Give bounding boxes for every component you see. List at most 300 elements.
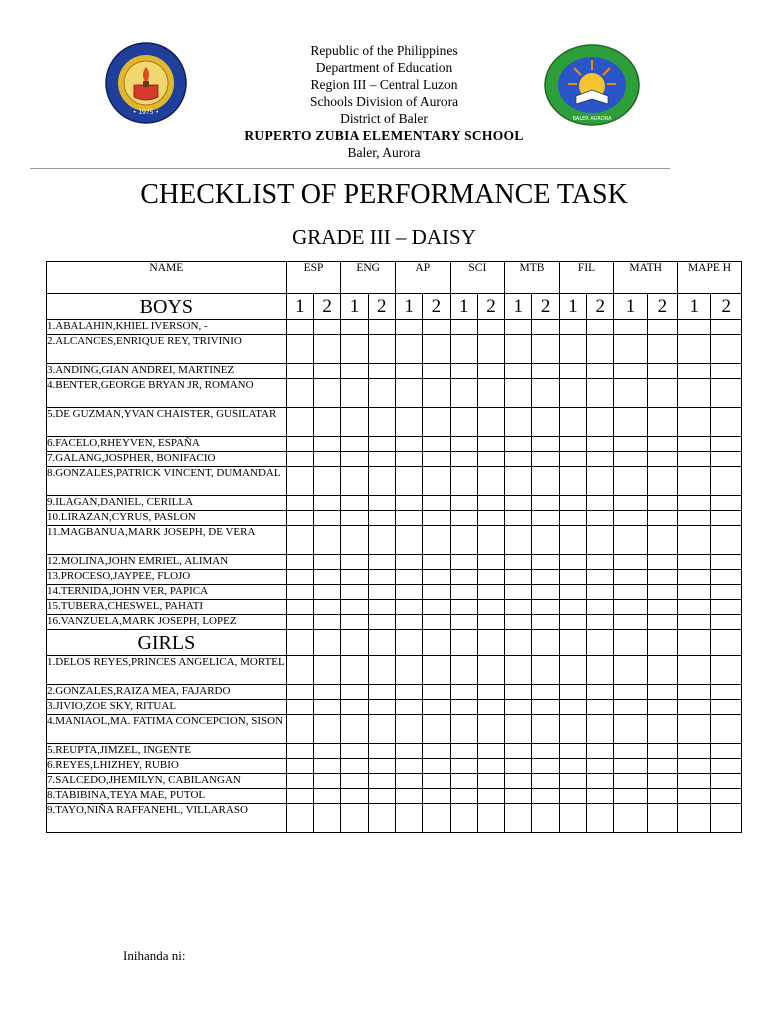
checklist-cell[interactable] [450, 437, 477, 452]
checklist-cell[interactable] [341, 379, 368, 408]
checklist-cell[interactable] [614, 555, 647, 570]
checklist-cell[interactable] [505, 804, 532, 833]
checklist-cell[interactable] [368, 364, 395, 379]
checklist-cell[interactable] [559, 656, 586, 685]
checklist-cell[interactable] [395, 452, 422, 467]
checklist-cell[interactable] [423, 320, 450, 335]
checklist-cell[interactable] [711, 700, 742, 715]
checklist-cell[interactable] [505, 759, 532, 774]
checklist-cell[interactable] [559, 570, 586, 585]
checklist-cell[interactable] [314, 452, 341, 467]
checklist-cell[interactable] [368, 615, 395, 630]
checklist-cell[interactable] [532, 526, 559, 555]
checklist-cell[interactable] [532, 364, 559, 379]
checklist-cell[interactable] [423, 379, 450, 408]
checklist-cell[interactable] [423, 774, 450, 789]
checklist-cell[interactable] [314, 320, 341, 335]
checklist-cell[interactable] [423, 511, 450, 526]
checklist-cell[interactable] [647, 379, 677, 408]
checklist-cell[interactable] [341, 335, 368, 364]
checklist-cell[interactable] [711, 437, 742, 452]
checklist-cell[interactable] [614, 496, 647, 511]
checklist-cell[interactable] [614, 408, 647, 437]
checklist-cell[interactable] [286, 452, 313, 467]
checklist-cell[interactable] [477, 526, 504, 555]
checklist-cell[interactable] [559, 437, 586, 452]
checklist-cell[interactable] [647, 437, 677, 452]
checklist-cell[interactable] [532, 774, 559, 789]
checklist-cell[interactable] [559, 759, 586, 774]
checklist-cell[interactable] [614, 759, 647, 774]
checklist-cell[interactable] [450, 364, 477, 379]
checklist-cell[interactable] [587, 526, 614, 555]
checklist-cell[interactable] [450, 570, 477, 585]
checklist-cell[interactable] [678, 615, 711, 630]
checklist-cell[interactable] [477, 496, 504, 511]
checklist-cell[interactable] [559, 467, 586, 496]
checklist-cell[interactable] [678, 759, 711, 774]
checklist-cell[interactable] [711, 685, 742, 700]
checklist-cell[interactable] [647, 700, 677, 715]
checklist-cell[interactable] [368, 526, 395, 555]
checklist-cell[interactable] [559, 715, 586, 744]
checklist-cell[interactable] [711, 585, 742, 600]
checklist-cell[interactable] [532, 700, 559, 715]
checklist-cell[interactable] [314, 615, 341, 630]
checklist-cell[interactable] [477, 511, 504, 526]
checklist-cell[interactable] [678, 685, 711, 700]
checklist-cell[interactable] [505, 467, 532, 496]
checklist-cell[interactable] [395, 656, 422, 685]
checklist-cell[interactable] [532, 615, 559, 630]
checklist-cell[interactable] [314, 715, 341, 744]
checklist-cell[interactable] [368, 511, 395, 526]
checklist-cell[interactable] [450, 804, 477, 833]
checklist-cell[interactable] [450, 744, 477, 759]
checklist-cell[interactable] [341, 437, 368, 452]
checklist-cell[interactable] [286, 364, 313, 379]
checklist-cell[interactable] [341, 700, 368, 715]
checklist-cell[interactable] [450, 759, 477, 774]
checklist-cell[interactable] [711, 364, 742, 379]
checklist-cell[interactable] [314, 364, 341, 379]
checklist-cell[interactable] [477, 379, 504, 408]
checklist-cell[interactable] [532, 555, 559, 570]
checklist-cell[interactable] [678, 511, 711, 526]
checklist-cell[interactable] [423, 452, 450, 467]
checklist-cell[interactable] [559, 700, 586, 715]
checklist-cell[interactable] [678, 700, 711, 715]
checklist-cell[interactable] [711, 570, 742, 585]
checklist-cell[interactable] [477, 467, 504, 496]
checklist-cell[interactable] [532, 452, 559, 467]
checklist-cell[interactable] [314, 789, 341, 804]
checklist-cell[interactable] [395, 408, 422, 437]
checklist-cell[interactable] [450, 526, 477, 555]
checklist-cell[interactable] [286, 700, 313, 715]
checklist-cell[interactable] [286, 759, 313, 774]
checklist-cell[interactable] [423, 804, 450, 833]
checklist-cell[interactable] [450, 320, 477, 335]
checklist-cell[interactable] [368, 700, 395, 715]
checklist-cell[interactable] [587, 408, 614, 437]
checklist-cell[interactable] [395, 774, 422, 789]
checklist-cell[interactable] [477, 555, 504, 570]
checklist-cell[interactable] [647, 759, 677, 774]
checklist-cell[interactable] [678, 656, 711, 685]
checklist-cell[interactable] [559, 364, 586, 379]
checklist-cell[interactable] [678, 496, 711, 511]
checklist-cell[interactable] [532, 570, 559, 585]
checklist-cell[interactable] [587, 379, 614, 408]
checklist-cell[interactable] [678, 744, 711, 759]
checklist-cell[interactable] [341, 744, 368, 759]
checklist-cell[interactable] [711, 656, 742, 685]
checklist-cell[interactable] [559, 379, 586, 408]
checklist-cell[interactable] [614, 320, 647, 335]
checklist-cell[interactable] [587, 585, 614, 600]
checklist-cell[interactable] [395, 600, 422, 615]
checklist-cell[interactable] [395, 585, 422, 600]
checklist-cell[interactable] [477, 715, 504, 744]
checklist-cell[interactable] [477, 408, 504, 437]
checklist-cell[interactable] [587, 364, 614, 379]
checklist-cell[interactable] [559, 335, 586, 364]
checklist-cell[interactable] [368, 452, 395, 467]
checklist-cell[interactable] [587, 570, 614, 585]
checklist-cell[interactable] [395, 511, 422, 526]
checklist-cell[interactable] [477, 656, 504, 685]
checklist-cell[interactable] [423, 526, 450, 555]
checklist-cell[interactable] [341, 656, 368, 685]
checklist-cell[interactable] [587, 774, 614, 789]
checklist-cell[interactable] [450, 656, 477, 685]
checklist-cell[interactable] [286, 774, 313, 789]
checklist-cell[interactable] [711, 615, 742, 630]
checklist-cell[interactable] [614, 335, 647, 364]
checklist-cell[interactable] [423, 408, 450, 437]
checklist-cell[interactable] [647, 585, 677, 600]
checklist-cell[interactable] [711, 744, 742, 759]
checklist-cell[interactable] [532, 789, 559, 804]
checklist-cell[interactable] [711, 804, 742, 833]
checklist-cell[interactable] [450, 600, 477, 615]
checklist-cell[interactable] [587, 452, 614, 467]
checklist-cell[interactable] [614, 379, 647, 408]
checklist-cell[interactable] [286, 585, 313, 600]
checklist-cell[interactable] [614, 526, 647, 555]
checklist-cell[interactable] [678, 789, 711, 804]
checklist-cell[interactable] [647, 789, 677, 804]
checklist-cell[interactable] [286, 555, 313, 570]
checklist-cell[interactable] [341, 555, 368, 570]
checklist-cell[interactable] [341, 320, 368, 335]
checklist-cell[interactable] [423, 759, 450, 774]
checklist-cell[interactable] [559, 408, 586, 437]
checklist-cell[interactable] [286, 379, 313, 408]
checklist-cell[interactable] [647, 774, 677, 789]
checklist-cell[interactable] [341, 715, 368, 744]
checklist-cell[interactable] [587, 467, 614, 496]
checklist-cell[interactable] [286, 789, 313, 804]
checklist-cell[interactable] [532, 408, 559, 437]
checklist-cell[interactable] [647, 452, 677, 467]
checklist-cell[interactable] [647, 715, 677, 744]
checklist-cell[interactable] [587, 320, 614, 335]
checklist-cell[interactable] [368, 335, 395, 364]
checklist-cell[interactable] [314, 774, 341, 789]
checklist-cell[interactable] [423, 585, 450, 600]
checklist-cell[interactable] [286, 600, 313, 615]
checklist-cell[interactable] [477, 774, 504, 789]
checklist-cell[interactable] [614, 437, 647, 452]
checklist-cell[interactable] [286, 685, 313, 700]
checklist-cell[interactable] [532, 511, 559, 526]
checklist-cell[interactable] [711, 496, 742, 511]
checklist-cell[interactable] [587, 437, 614, 452]
checklist-cell[interactable] [341, 615, 368, 630]
checklist-cell[interactable] [614, 656, 647, 685]
checklist-cell[interactable] [587, 656, 614, 685]
checklist-cell[interactable] [286, 408, 313, 437]
checklist-cell[interactable] [505, 320, 532, 335]
checklist-cell[interactable] [477, 789, 504, 804]
checklist-cell[interactable] [341, 585, 368, 600]
checklist-cell[interactable] [368, 685, 395, 700]
checklist-cell[interactable] [532, 600, 559, 615]
checklist-cell[interactable] [450, 511, 477, 526]
checklist-cell[interactable] [314, 496, 341, 511]
checklist-cell[interactable] [559, 685, 586, 700]
checklist-cell[interactable] [711, 320, 742, 335]
checklist-cell[interactable] [341, 789, 368, 804]
checklist-cell[interactable] [423, 496, 450, 511]
checklist-cell[interactable] [395, 744, 422, 759]
checklist-cell[interactable] [477, 452, 504, 467]
checklist-cell[interactable] [395, 715, 422, 744]
checklist-cell[interactable] [395, 615, 422, 630]
checklist-cell[interactable] [368, 759, 395, 774]
checklist-cell[interactable] [368, 804, 395, 833]
checklist-cell[interactable] [368, 744, 395, 759]
checklist-cell[interactable] [587, 804, 614, 833]
checklist-cell[interactable] [314, 585, 341, 600]
checklist-cell[interactable] [286, 320, 313, 335]
checklist-cell[interactable] [678, 335, 711, 364]
checklist-cell[interactable] [286, 335, 313, 364]
checklist-cell[interactable] [450, 467, 477, 496]
checklist-cell[interactable] [477, 570, 504, 585]
checklist-cell[interactable] [505, 379, 532, 408]
checklist-cell[interactable] [587, 789, 614, 804]
checklist-cell[interactable] [368, 408, 395, 437]
checklist-cell[interactable] [559, 526, 586, 555]
checklist-cell[interactable] [423, 437, 450, 452]
checklist-cell[interactable] [395, 364, 422, 379]
checklist-cell[interactable] [647, 320, 677, 335]
checklist-cell[interactable] [711, 379, 742, 408]
checklist-cell[interactable] [395, 320, 422, 335]
checklist-cell[interactable] [587, 555, 614, 570]
checklist-cell[interactable] [395, 437, 422, 452]
checklist-cell[interactable] [286, 744, 313, 759]
checklist-cell[interactable] [678, 437, 711, 452]
checklist-cell[interactable] [647, 744, 677, 759]
checklist-cell[interactable] [678, 320, 711, 335]
checklist-cell[interactable] [286, 656, 313, 685]
checklist-cell[interactable] [395, 496, 422, 511]
checklist-cell[interactable] [423, 789, 450, 804]
checklist-cell[interactable] [711, 408, 742, 437]
checklist-cell[interactable] [505, 585, 532, 600]
checklist-cell[interactable] [587, 700, 614, 715]
checklist-cell[interactable] [505, 715, 532, 744]
checklist-cell[interactable] [678, 555, 711, 570]
checklist-cell[interactable] [314, 437, 341, 452]
checklist-cell[interactable] [395, 555, 422, 570]
checklist-cell[interactable] [532, 656, 559, 685]
checklist-cell[interactable] [678, 452, 711, 467]
checklist-cell[interactable] [368, 467, 395, 496]
checklist-cell[interactable] [614, 452, 647, 467]
checklist-cell[interactable] [395, 570, 422, 585]
checklist-cell[interactable] [450, 685, 477, 700]
checklist-cell[interactable] [614, 804, 647, 833]
checklist-cell[interactable] [587, 600, 614, 615]
checklist-cell[interactable] [711, 526, 742, 555]
checklist-cell[interactable] [647, 335, 677, 364]
checklist-cell[interactable] [647, 511, 677, 526]
checklist-cell[interactable] [614, 467, 647, 496]
checklist-cell[interactable] [559, 774, 586, 789]
checklist-cell[interactable] [314, 804, 341, 833]
checklist-cell[interactable] [450, 715, 477, 744]
checklist-cell[interactable] [559, 789, 586, 804]
checklist-cell[interactable] [286, 526, 313, 555]
checklist-cell[interactable] [678, 526, 711, 555]
checklist-cell[interactable] [314, 570, 341, 585]
checklist-cell[interactable] [559, 585, 586, 600]
checklist-cell[interactable] [368, 600, 395, 615]
checklist-cell[interactable] [341, 774, 368, 789]
checklist-cell[interactable] [314, 759, 341, 774]
checklist-cell[interactable] [450, 789, 477, 804]
checklist-cell[interactable] [711, 335, 742, 364]
checklist-cell[interactable] [368, 715, 395, 744]
checklist-cell[interactable] [341, 408, 368, 437]
checklist-cell[interactable] [395, 685, 422, 700]
checklist-cell[interactable] [647, 408, 677, 437]
checklist-cell[interactable] [477, 437, 504, 452]
checklist-cell[interactable] [711, 789, 742, 804]
checklist-cell[interactable] [314, 511, 341, 526]
checklist-cell[interactable] [314, 555, 341, 570]
checklist-cell[interactable] [559, 496, 586, 511]
checklist-cell[interactable] [341, 511, 368, 526]
checklist-cell[interactable] [477, 335, 504, 364]
checklist-cell[interactable] [647, 600, 677, 615]
checklist-cell[interactable] [614, 700, 647, 715]
checklist-cell[interactable] [395, 467, 422, 496]
checklist-cell[interactable] [314, 526, 341, 555]
checklist-cell[interactable] [341, 759, 368, 774]
checklist-cell[interactable] [532, 467, 559, 496]
checklist-cell[interactable] [587, 744, 614, 759]
checklist-cell[interactable] [395, 335, 422, 364]
checklist-cell[interactable] [559, 744, 586, 759]
checklist-cell[interactable] [678, 467, 711, 496]
checklist-cell[interactable] [505, 774, 532, 789]
checklist-cell[interactable] [711, 774, 742, 789]
checklist-cell[interactable] [532, 585, 559, 600]
checklist-cell[interactable] [368, 496, 395, 511]
checklist-cell[interactable] [614, 685, 647, 700]
checklist-cell[interactable] [505, 526, 532, 555]
checklist-cell[interactable] [587, 335, 614, 364]
checklist-cell[interactable] [368, 656, 395, 685]
checklist-cell[interactable] [477, 600, 504, 615]
checklist-cell[interactable] [678, 715, 711, 744]
checklist-cell[interactable] [505, 555, 532, 570]
checklist-cell[interactable] [368, 570, 395, 585]
checklist-cell[interactable] [423, 600, 450, 615]
checklist-cell[interactable] [505, 452, 532, 467]
checklist-cell[interactable] [647, 615, 677, 630]
checklist-cell[interactable] [450, 408, 477, 437]
checklist-cell[interactable] [423, 715, 450, 744]
checklist-cell[interactable] [614, 744, 647, 759]
checklist-cell[interactable] [450, 555, 477, 570]
checklist-cell[interactable] [286, 570, 313, 585]
checklist-cell[interactable] [395, 700, 422, 715]
checklist-cell[interactable] [505, 744, 532, 759]
checklist-cell[interactable] [559, 555, 586, 570]
checklist-cell[interactable] [477, 364, 504, 379]
checklist-cell[interactable] [532, 685, 559, 700]
checklist-cell[interactable] [711, 452, 742, 467]
checklist-cell[interactable] [559, 615, 586, 630]
checklist-cell[interactable] [505, 570, 532, 585]
checklist-cell[interactable] [314, 656, 341, 685]
checklist-cell[interactable] [678, 364, 711, 379]
checklist-cell[interactable] [647, 467, 677, 496]
checklist-cell[interactable] [450, 585, 477, 600]
checklist-cell[interactable] [368, 555, 395, 570]
checklist-cell[interactable] [341, 496, 368, 511]
checklist-cell[interactable] [368, 320, 395, 335]
checklist-cell[interactable] [532, 715, 559, 744]
checklist-cell[interactable] [450, 452, 477, 467]
checklist-cell[interactable] [477, 759, 504, 774]
checklist-cell[interactable] [368, 379, 395, 408]
checklist-cell[interactable] [711, 467, 742, 496]
checklist-cell[interactable] [559, 600, 586, 615]
checklist-cell[interactable] [532, 744, 559, 759]
checklist-cell[interactable] [395, 759, 422, 774]
checklist-cell[interactable] [711, 511, 742, 526]
checklist-cell[interactable] [614, 511, 647, 526]
checklist-cell[interactable] [477, 685, 504, 700]
checklist-cell[interactable] [450, 496, 477, 511]
checklist-cell[interactable] [647, 526, 677, 555]
checklist-cell[interactable] [423, 615, 450, 630]
checklist-cell[interactable] [559, 804, 586, 833]
checklist-cell[interactable] [647, 656, 677, 685]
checklist-cell[interactable] [711, 555, 742, 570]
checklist-cell[interactable] [559, 320, 586, 335]
checklist-cell[interactable] [368, 774, 395, 789]
checklist-cell[interactable] [587, 715, 614, 744]
